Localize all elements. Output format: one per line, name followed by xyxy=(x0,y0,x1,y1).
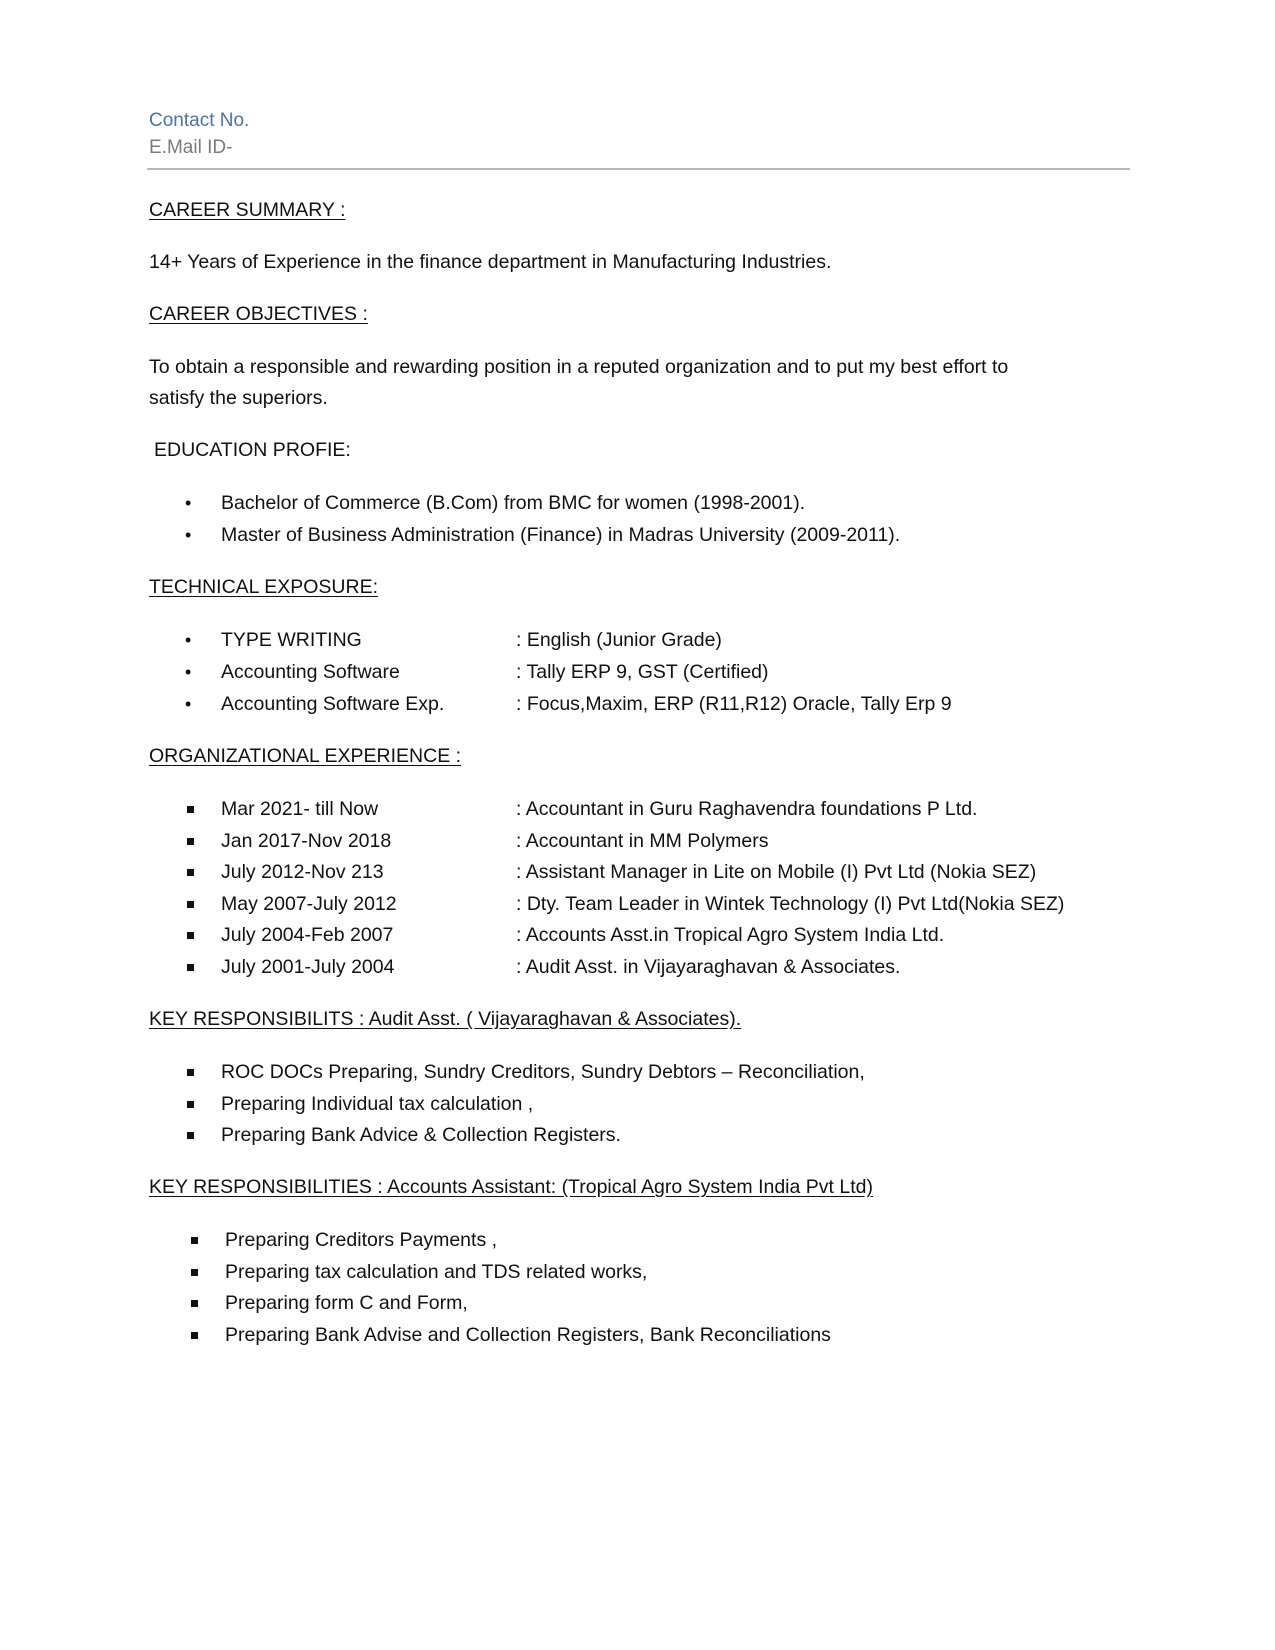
responsibility-item: Preparing Individual tax calculation , xyxy=(221,1093,534,1115)
bullet-square-icon xyxy=(187,838,194,845)
experience-role: : Accountant in Guru Raghavendra foundations P Ltd. xyxy=(516,798,978,820)
education-item: Bachelor of Commerce (B.Com) from BMC for women (1998-2001). xyxy=(221,492,806,514)
email-label: E.Mail ID- xyxy=(149,137,233,158)
technical-label: Accounting Software Exp. xyxy=(221,693,445,715)
experience-role: : Accounts Asst.in Tropical Agro System India Ltd. xyxy=(516,924,945,946)
bullet-dot-icon: • xyxy=(185,493,192,513)
bullet-square-icon xyxy=(191,1269,198,1276)
bullet-square-icon xyxy=(191,1237,198,1244)
responsibility-item: ROC DOCs Preparing, Sundry Creditors, Sundry Debtors – Reconciliation, xyxy=(221,1061,865,1083)
career-objectives-heading: CAREER OBJECTIVES : xyxy=(149,303,368,325)
experience-role: : Dty. Team Leader in Wintek Technology (I) Pvt Ltd(Nokia SEZ) xyxy=(516,893,1065,915)
bullet-dot-icon: • xyxy=(185,525,192,545)
experience-role: : Accountant in MM Polymers xyxy=(516,830,769,852)
bullet-square-icon xyxy=(187,1101,194,1108)
career-objectives-line-2: satisfy the superiors. xyxy=(149,387,328,409)
responsibility-item: Preparing form C and Form, xyxy=(225,1292,468,1314)
career-summary-heading: CAREER SUMMARY : xyxy=(149,199,346,221)
experience-period: July 2001-July 2004 xyxy=(221,956,395,978)
experience-period: Mar 2021- till Now xyxy=(221,798,379,820)
experience-period: Jan 2017-Nov 2018 xyxy=(221,830,392,852)
header-divider xyxy=(147,168,1130,170)
bullet-dot-icon: • xyxy=(185,662,192,682)
responsibility-item: Preparing Bank Advice & Collection Registers. xyxy=(221,1124,621,1146)
technical-exposure-heading: TECHNICAL EXPOSURE: xyxy=(149,576,378,598)
responsibility-item: Preparing Bank Advise and Collection Registers, Bank Reconciliations xyxy=(225,1324,831,1346)
bullet-square-icon xyxy=(187,806,194,813)
bullet-square-icon xyxy=(191,1300,198,1307)
career-objectives-line-1: To obtain a responsible and rewarding position in a reputed organization and to put my best effort to xyxy=(149,356,1009,378)
responsibility-item: Preparing Creditors Payments , xyxy=(225,1229,498,1251)
education-item: Master of Business Administration (Finance) in Madras University (2009-2011). xyxy=(221,524,901,546)
experience-role: : Audit Asst. in Vijayaraghavan & Associates. xyxy=(516,956,901,978)
experience-period: July 2004-Feb 2007 xyxy=(221,924,394,946)
education-heading: EDUCATION PROFIE: xyxy=(154,439,351,461)
bullet-square-icon xyxy=(187,869,194,876)
responsibilities-audit-heading: KEY RESPONSIBILITS : Audit Asst. ( Vijayaraghavan & Associates). xyxy=(149,1008,742,1030)
bullet-square-icon xyxy=(187,964,194,971)
technical-value: : Tally ERP 9, GST (Certified) xyxy=(516,661,769,683)
experience-heading: ORGANIZATIONAL EXPERIENCE : xyxy=(149,745,462,767)
technical-value: : Focus,Maxim, ERP (R11,R12) Oracle, Tally Erp 9 xyxy=(516,693,952,715)
bullet-square-icon xyxy=(191,1332,198,1339)
experience-period: July 2012-Nov 213 xyxy=(221,861,384,883)
technical-label: Accounting Software xyxy=(221,661,400,683)
responsibilities-accounts-heading: KEY RESPONSIBILITIES : Accounts Assistant: (Tropical Agro System India Pvt Ltd) xyxy=(149,1176,873,1198)
contact-label: Contact No. xyxy=(149,110,250,131)
bullet-square-icon xyxy=(187,1132,194,1139)
technical-value: : English (Junior Grade) xyxy=(516,629,722,651)
career-summary-text: 14+ Years of Experience in the finance department in Manufacturing Industries. xyxy=(149,251,832,273)
experience-period: May 2007-July 2012 xyxy=(221,893,397,915)
bullet-square-icon xyxy=(187,932,194,939)
responsibility-item: Preparing tax calculation and TDS related works, xyxy=(225,1261,648,1283)
bullet-dot-icon: • xyxy=(185,694,192,714)
bullet-square-icon xyxy=(187,1069,194,1076)
bullet-square-icon xyxy=(187,901,194,908)
bullet-dot-icon: • xyxy=(185,630,192,650)
experience-role: : Assistant Manager in Lite on Mobile (I) Pvt Ltd (Nokia SEZ) xyxy=(516,861,1037,883)
technical-label: TYPE WRITING xyxy=(221,629,362,651)
